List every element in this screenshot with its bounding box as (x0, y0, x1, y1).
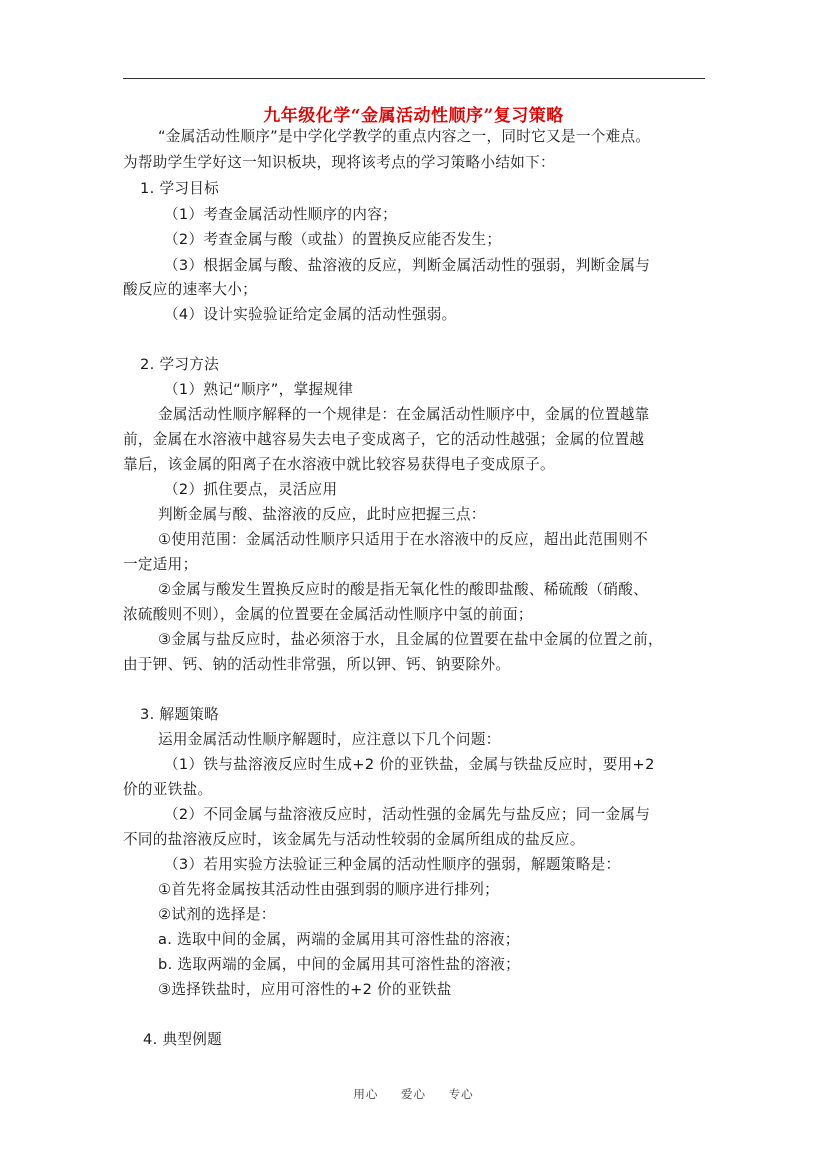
method-line: ③金属与盐反应时，盐必须溶于水，且金属的位置要在盐中金属的位置之前， (158, 631, 663, 648)
goal-item: （1）考查金属活动性顺序的内容； (164, 206, 397, 223)
goal-item: 酸反应的速率大小； (123, 281, 258, 298)
section-heading-2: 2. 学习方法 (140, 356, 220, 373)
strategy-line: ③选择铁盐时，应用可溶性的+2 价的亚铁盐 (158, 981, 452, 998)
intro-line: 为帮助学生学好这一知识板块，现将该考点的学习策略小结如下： (123, 154, 555, 171)
strategy-line: （3）若用实验方法验证三种金属的活动性顺序的强弱，解题策略是： (164, 856, 621, 873)
intro-line: “金属活动性顺序”是中学化学教学的重点内容之一，同时它又是一个难点。 (158, 128, 651, 145)
strategy-line: （2）不同金属与盐溶液反应时，活动性强的金属先与盐反应；同一金属与 (164, 806, 651, 823)
document-title: 九年级化学“金属活动性顺序”复习策略 (263, 106, 564, 126)
method-line: 由于钾、钙、钠的活动性非常强，所以钾、钙、钠要除外。 (123, 656, 511, 673)
strategy-line: ②试剂的选择是： (158, 906, 276, 923)
method-line: 一定适用； (123, 556, 198, 573)
goal-item: （3）根据金属与酸、盐溶液的反应，判断金属活动性的强弱，判断金属与 (164, 257, 651, 274)
strategy-line: ①首先将金属按其活动性由强到弱的顺序进行排列； (158, 881, 500, 898)
strategy-line: 运用金属活动性顺序解题时，应注意以下几个问题： (158, 731, 501, 748)
section-heading-4: 4. 典型例题 (143, 1031, 223, 1048)
method-line: 金属活动性顺序解释的一个规律是：在金属活动性顺序中，金属的位置越靠 (158, 406, 650, 423)
method-line: 浓硫酸则不则），金属的位置要在金属活动性顺序中氢的前面； (123, 606, 533, 623)
section-heading-1: 1. 学习目标 (140, 180, 220, 197)
method-line: 靠后，该金属的阳离子在水溶液中就比较容易获得电子变成原子。 (123, 456, 555, 473)
method-line: （2）抓住要点，灵活应用 (164, 481, 338, 498)
strategy-line: （1）铁与盐溶液反应时生成+2 价的亚铁盐，金属与铁盐反应时，要用+2 (164, 756, 655, 773)
strategy-line: a. 选取中间的金属，两端的金属用其可溶性盐的溶液； (158, 931, 520, 948)
header-rule (123, 78, 705, 79)
strategy-line: 价的亚铁盐。 (123, 781, 213, 798)
strategy-line: b. 选取两端的金属，中间的金属用其可溶性盐的溶液； (158, 956, 520, 973)
section-heading-3: 3. 解题策略 (140, 706, 220, 723)
method-line: ①使用范围：金属活动性顺序只适用于在水溶液中的反应，超出此范围则不 (158, 531, 648, 548)
goal-item: （4）设计实验验证给定金属的活动性强弱。 (164, 306, 457, 323)
method-line: 前，金属在水溶液中越容易失去电子变成离子，它的活动性越强；金属的位置越 (123, 431, 645, 448)
goal-item: （2）考查金属与酸（或盐）的置换反应能否发生； (164, 231, 502, 248)
page-footer: 用心 爱心 专心 (353, 1087, 474, 1101)
method-line: 判断金属与酸、盐溶液的反应，此时应把握三点： (158, 506, 486, 523)
method-line: ②金属与酸发生置换反应时的酸是指无氧化性的酸即盐酸、稀硫酸（硝酸、 (158, 581, 648, 598)
method-line: （1）熟记“顺序”，掌握规律 (164, 381, 354, 398)
strategy-line: 不同的盐溶液反应时，该金属先与活动性较弱的金属所组成的盐反应。 (123, 831, 585, 848)
